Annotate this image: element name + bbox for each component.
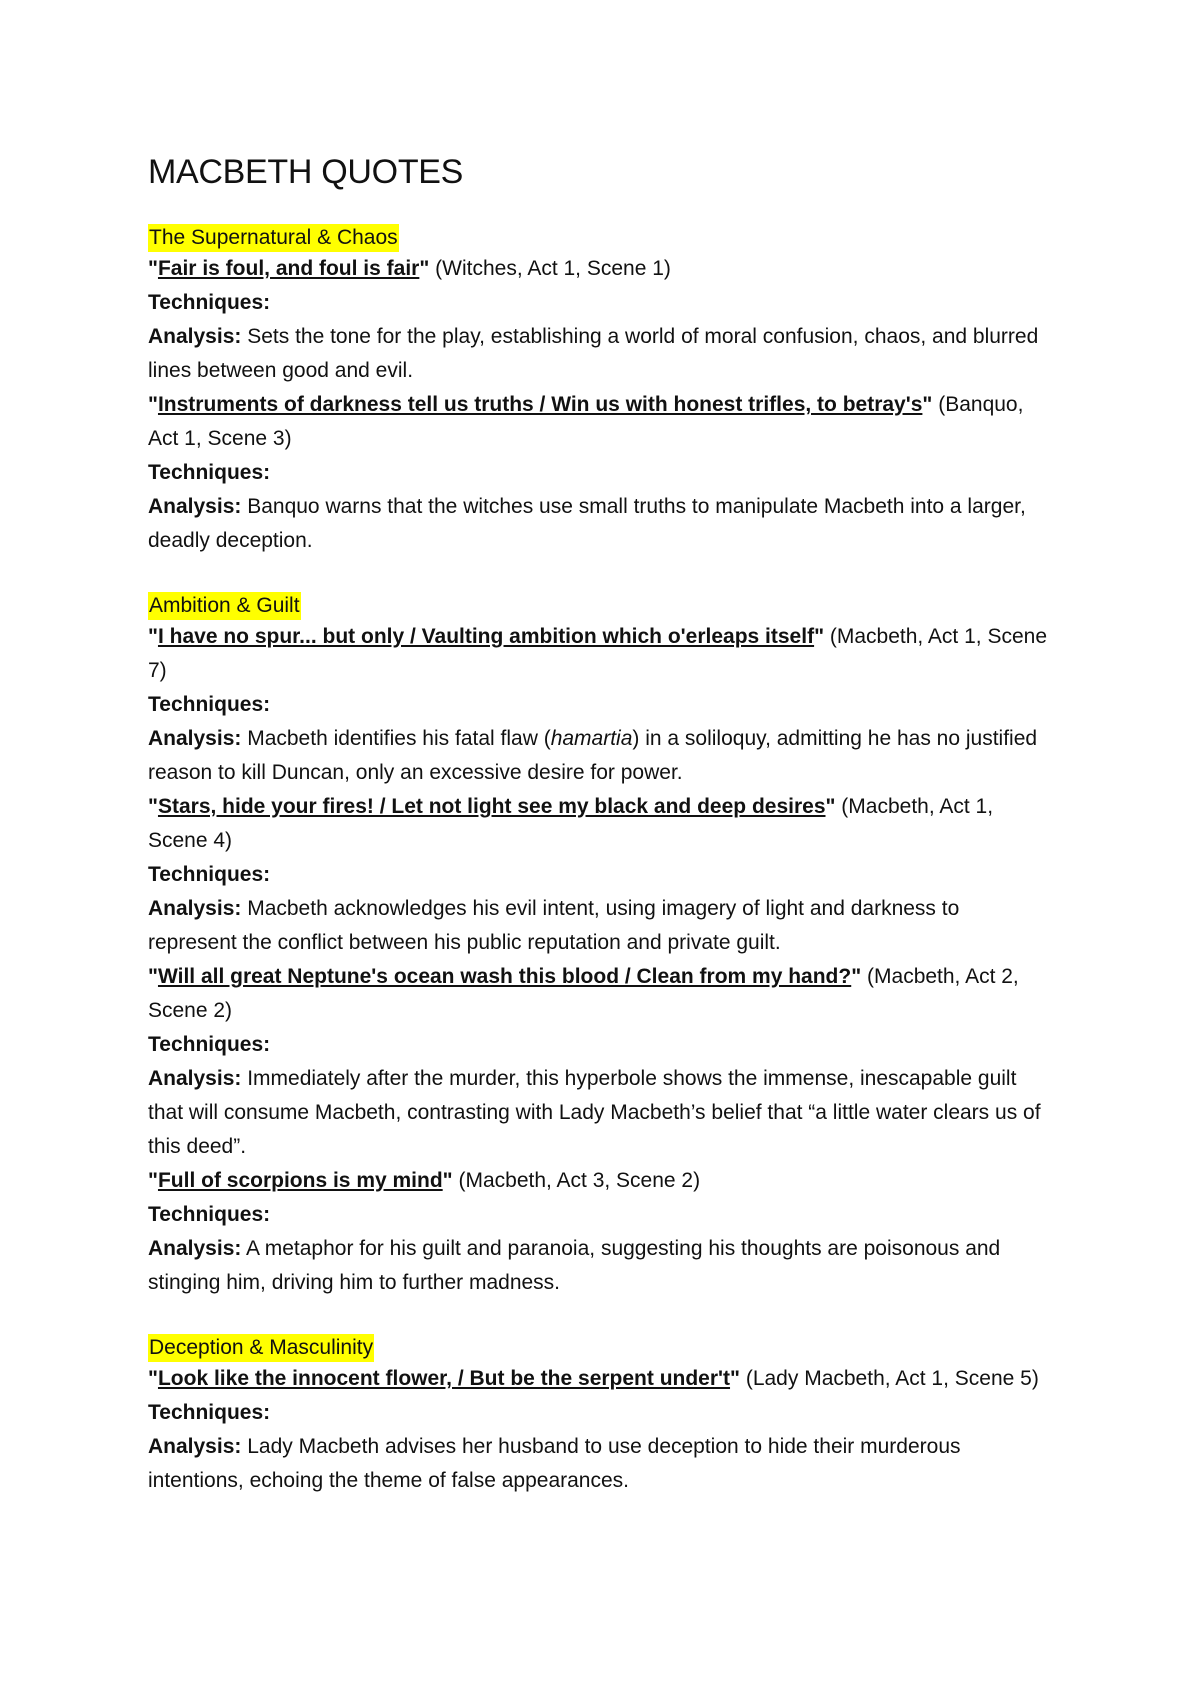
quote-citation: (Lady Macbeth, Act 1, Scene 5) xyxy=(740,1367,1039,1390)
analysis-label: Analysis: xyxy=(148,325,242,348)
analysis-line xyxy=(148,490,1053,558)
quote-citation: (Macbeth, Act 1, Scene 4) xyxy=(148,795,994,852)
section-supernatural-chaos xyxy=(148,224,1053,558)
analysis-text: Lady Macbeth advises her husband to use deception to hide their murderous intentions, echoing the theme of false appearances. xyxy=(148,1435,961,1492)
quote-block: "Stars, hide your fires! / Let not light see my black and deep desires" (Macbeth, Act 1, Scene 4) xyxy=(148,795,994,852)
analysis-line xyxy=(148,722,1053,790)
techniques-line xyxy=(148,1028,1053,1062)
analysis-line xyxy=(148,892,1053,960)
techniques-label: Techniques: xyxy=(148,1401,271,1424)
analysis-label: Analysis: xyxy=(148,495,242,518)
analysis-line xyxy=(148,320,1053,388)
section-heading: Deception & Masculinity xyxy=(148,1334,374,1362)
quote-text: Full of scorpions is my mind xyxy=(157,1169,443,1192)
techniques-line xyxy=(148,1198,1053,1232)
analysis-line xyxy=(148,1430,1053,1498)
quote-block: "Instruments of darkness tell us truths / Win us with honest trifles, to betray's" (Banquo, Act 1, Scene 3) xyxy=(148,393,1024,450)
section-heading: Ambition & Guilt xyxy=(148,592,301,620)
techniques-line xyxy=(148,858,1053,892)
document-page xyxy=(148,150,1053,1532)
analysis-text: Macbeth acknowledges his evil intent, using imagery of light and darkness to represent the conflict between his public reputation and private guilt. xyxy=(148,897,960,954)
section-deception-masculinity xyxy=(148,1334,1053,1498)
analysis-label: Analysis: xyxy=(148,1237,242,1260)
quote-text: Look like the innocent flower, / But be the serpent under't xyxy=(157,1367,731,1390)
analysis-label: Analysis: xyxy=(148,727,242,750)
quote-citation: (Macbeth, Act 2, Scene 2) xyxy=(148,965,1019,1022)
techniques-label: Techniques: xyxy=(148,1203,271,1226)
techniques-label: Techniques: xyxy=(148,291,271,314)
techniques-label: Techniques: xyxy=(148,693,271,716)
analysis-label: Analysis: xyxy=(148,1067,242,1090)
quote-block: "Look like the innocent flower, / But be the serpent under't" (Lady Macbeth, Act 1, Scene 5) xyxy=(148,1367,1039,1390)
section-ambition-guilt xyxy=(148,592,1053,1300)
analysis-text: Immediately after the murder, this hyperbole shows the immense, inescapable guilt that will consume Macbeth, contrasting with Lady Macbeth’s belief that “a little water clears us of this deed”. xyxy=(148,1067,1041,1158)
quote-block: "I have no spur... but only / Vaulting ambition which o'erleaps itself" (Macbeth, Act 1, Scene 7) xyxy=(148,625,1047,682)
quote-block: "Full of scorpions is my mind" (Macbeth, Act 3, Scene 2) xyxy=(148,1169,701,1192)
analysis-text: Banquo warns that the witches use small truths to manipulate Macbeth into a larger, deadly deception. xyxy=(148,495,1026,552)
quote-block: "Fair is foul, and foul is fair" (Witches, Act 1, Scene 1) xyxy=(148,257,671,280)
quote-block: "Will all great Neptune's ocean wash this blood / Clean from my hand?" (Macbeth, Act 2, Scene 2) xyxy=(148,965,1019,1022)
quote-citation: (Macbeth, Act 1, Scene 7) xyxy=(148,625,1047,682)
quote-text: Stars, hide your fires! / Let not light see my black and deep desires xyxy=(157,795,826,818)
quote-text: Will all great Neptune's ocean wash this blood / Clean from my hand? xyxy=(157,965,852,988)
quote-citation: (Macbeth, Act 3, Scene 2) xyxy=(452,1169,701,1192)
analysis-line xyxy=(148,1062,1053,1164)
techniques-line xyxy=(148,1396,1053,1430)
quote-citation: (Witches, Act 1, Scene 1) xyxy=(429,257,671,280)
section-heading: The Supernatural & Chaos xyxy=(148,224,399,252)
techniques-line xyxy=(148,456,1053,490)
analysis-text: Macbeth identifies his fatal flaw ( xyxy=(241,727,551,750)
quote-text: I have no spur... but only / Vaulting ambition which o'erleaps itself xyxy=(157,625,815,648)
analysis-line xyxy=(148,1232,1053,1300)
document-title: MACBETH QUOTES xyxy=(148,153,464,191)
quote-citation: (Banquo, Act 1, Scene 3) xyxy=(148,393,1024,450)
analysis-italic-term: hamartia xyxy=(550,727,633,750)
techniques-label: Techniques: xyxy=(148,461,271,484)
analysis-text: A metaphor for his guilt and paranoia, suggesting his thoughts are poisonous and stinging him, driving him to further madness. xyxy=(148,1237,1001,1294)
analysis-label: Analysis: xyxy=(148,897,242,920)
techniques-line xyxy=(148,688,1053,722)
analysis-text: ) in a soliloquy, admitting he has no justified reason to kill Duncan, only an excessive desire for power. xyxy=(148,727,1038,784)
quote-text: Fair is foul, and foul is fair xyxy=(157,257,420,280)
analysis-label: Analysis: xyxy=(148,1435,242,1458)
techniques-line xyxy=(148,286,1053,320)
techniques-label: Techniques: xyxy=(148,863,271,886)
techniques-label: Techniques: xyxy=(148,1033,271,1056)
analysis-text: Sets the tone for the play, establishing a world of moral confusion, chaos, and blurred lines between good and evil. xyxy=(148,325,1039,382)
quote-text: Instruments of darkness tell us truths / Win us with honest trifles, to betray's xyxy=(157,393,923,416)
